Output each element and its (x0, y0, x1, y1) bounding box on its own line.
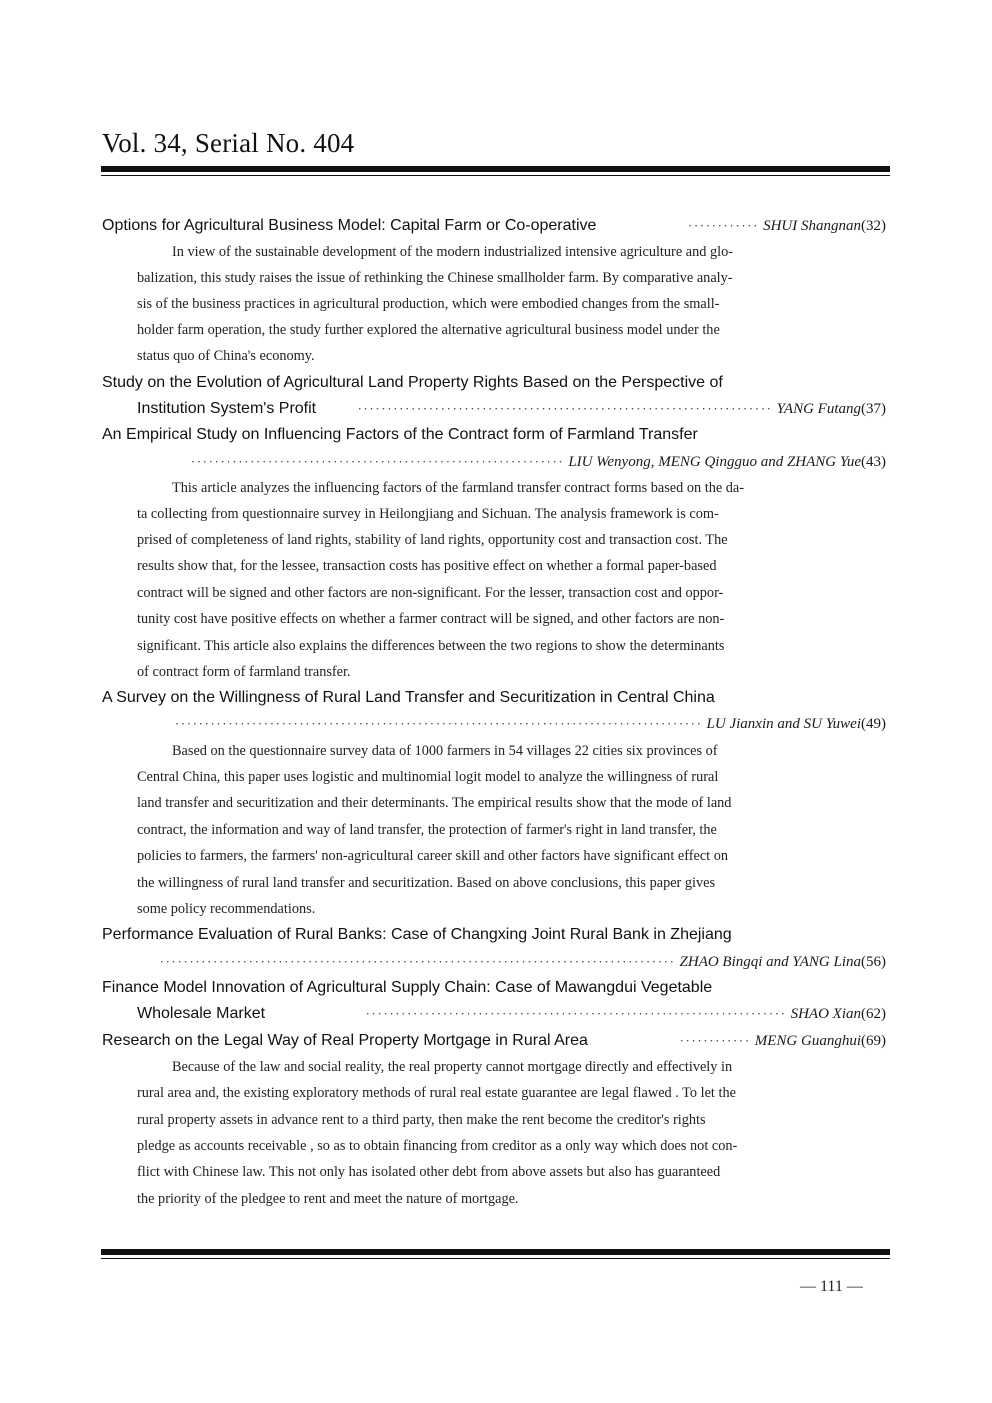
article-3-title: An Empirical Study on Influencing Factors of the Contract form of Farmland Transfer (102, 426, 698, 443)
article-5-dots: ······················································································· (159, 954, 676, 969)
header-title: Vol. 34, Serial No. 404 (102, 128, 355, 158)
article-6-dots: ······································································· (365, 1006, 787, 1021)
article-1-dots: ············ (687, 218, 760, 233)
article-3-abstract-line: ta collecting from questionnaire survey in Heilongjiang and Sichuan. The analysis framework is com- (137, 506, 719, 522)
article-3-abstract-line: results show that, for the lessee, transaction costs has positive effect on whether a formal paper-based (137, 558, 717, 574)
article-7-author: MENG Guanghui(69) (754, 1033, 886, 1049)
article-3-abstract-line: This article analyzes the influencing factors of the farmland transfer contract forms based on the da- (172, 480, 745, 496)
article-4-dots: ························································································· (174, 716, 703, 731)
article-3-abstract-line: contract will be signed and other factors are non-significant. For the lesser, transaction cost and oppor- (137, 585, 724, 601)
article-1-abstract-line: holder farm operation, the study further explored the alternative agricultural business model under the (137, 322, 720, 338)
article-7-byline (680, 1029, 886, 1053)
article-1-title: Options for Agricultural Business Model: Capital Farm or Co-operative (102, 217, 597, 234)
article-2-title-cont: Institution System's Profit (137, 400, 317, 417)
article-6-byline (366, 1002, 886, 1026)
article-3-byline (191, 450, 886, 474)
article-1-byline (688, 214, 886, 238)
article-1-abstract-line: sis of the business practices in agricultural production, which were embodied changes from the small- (137, 296, 720, 312)
article-7-abstract-line: pledge as accounts receivable , so as to obtain financing from creditor as a only way which does not con- (137, 1138, 738, 1154)
article-2-title: Study on the Evolution of Agricultural Land Property Rights Based on the Perspective of (102, 374, 723, 391)
article-4-abstract-line: the willingness of rural land transfer and securitization. Based on above conclusions, this paper gives (137, 875, 716, 891)
article-1-abstract-line: In view of the sustainable development of the modern industrialized intensive agriculture and glo- (172, 244, 733, 260)
article-4-abstract-line: contract, the information and way of land transfer, the protection of farmer's right in land transfer, the (137, 822, 717, 838)
article-6-title-cont: Wholesale Market (137, 1005, 266, 1022)
header-rule-thick (101, 166, 890, 172)
article-2-byline (358, 397, 886, 421)
article-4-abstract-line: policies to farmers, the farmers' non-agricultural career skill and other factors have significant effect on (137, 848, 729, 864)
article-5-author: ZHAO Bingqi and YANG Lina(56) (679, 954, 886, 970)
article-4-byline (175, 712, 886, 736)
article-3-author: LIU Wenyong, MENG Qingguo and ZHANG Yue(43) (568, 454, 886, 470)
article-7-abstract-line: rural property assets in advance rent to a third party, then make the rent become the creditor's rights (137, 1112, 706, 1128)
article-7-dots: ············ (679, 1033, 751, 1048)
page-number: — 111 — (800, 1278, 863, 1295)
article-1-abstract-line: status quo of China's economy. (137, 348, 315, 364)
article-7-abstract-line: rural area and, the existing exploratory methods of rural real estate guarantee are legal flawed . To let the (137, 1085, 736, 1101)
header-rule-thin (101, 175, 890, 176)
article-3-abstract-line: tunity cost have positive effects on whether a farmer contract will be signed, and other factors are non- (137, 611, 725, 627)
article-7-abstract-line: the priority of the pledgee to rent and meet the nature of mortgage. (137, 1191, 519, 1207)
article-4-title: A Survey on the Willingness of Rural Land Transfer and Securitization in Central China (102, 689, 715, 706)
article-4-abstract-line: Based on the questionnaire survey data of 1000 farmers in 54 villages 22 cities six provinces of (172, 743, 718, 759)
article-3-abstract-line: of contract form of farmland transfer. (137, 664, 351, 680)
article-3-abstract-line: prised of completeness of land rights, stability of land rights, opportunity cost and transaction cost. The (137, 532, 728, 548)
footer-rule-thick (101, 1249, 890, 1255)
article-5-title: Performance Evaluation of Rural Banks: Case of Changxing Joint Rural Bank in Zhejiang (102, 926, 732, 943)
article-1-abstract-line: balization, this study raises the issue of rethinking the Chinese smallholder farm. By comparative analy- (137, 270, 733, 286)
article-6-author: SHAO Xian(62) (790, 1006, 886, 1022)
article-6-title: Finance Model Innovation of Agricultural Supply Chain: Case of Mawangdui Vegetable (102, 979, 713, 996)
footer-rule-thin (101, 1258, 890, 1259)
article-1-author: SHUI Shangnan(32) (763, 218, 886, 234)
article-7-abstract-line: flict with Chinese law. This not only has isolated other debt from above assets but also has guaranteed (137, 1164, 721, 1180)
article-3-abstract-line: significant. This article also explains the differences between the two regions to show the determinants (137, 638, 725, 654)
article-2-dots: ······································································ (357, 401, 773, 416)
article-4-abstract-line: some policy recommendations. (137, 901, 316, 917)
article-2-author: YANG Futang(37) (776, 401, 886, 417)
article-4-author: LU Jianxin and SU Yuwei(49) (706, 716, 886, 732)
article-7-title: Research on the Legal Way of Real Property Mortgage in Rural Area (102, 1032, 588, 1049)
article-7-abstract-line: Because of the law and social reality, the real property cannot mortgage directly and effectively in (172, 1059, 733, 1075)
article-4-abstract-line: Central China, this paper uses logistic and multinomial logit model to analyze the willingness of rural (137, 769, 719, 785)
article-3-dots: ······························································· (190, 454, 565, 469)
article-5-byline (160, 950, 886, 974)
article-4-abstract-line: land transfer and securitization and their determinants. The empirical results show that the mode of land (137, 795, 732, 811)
